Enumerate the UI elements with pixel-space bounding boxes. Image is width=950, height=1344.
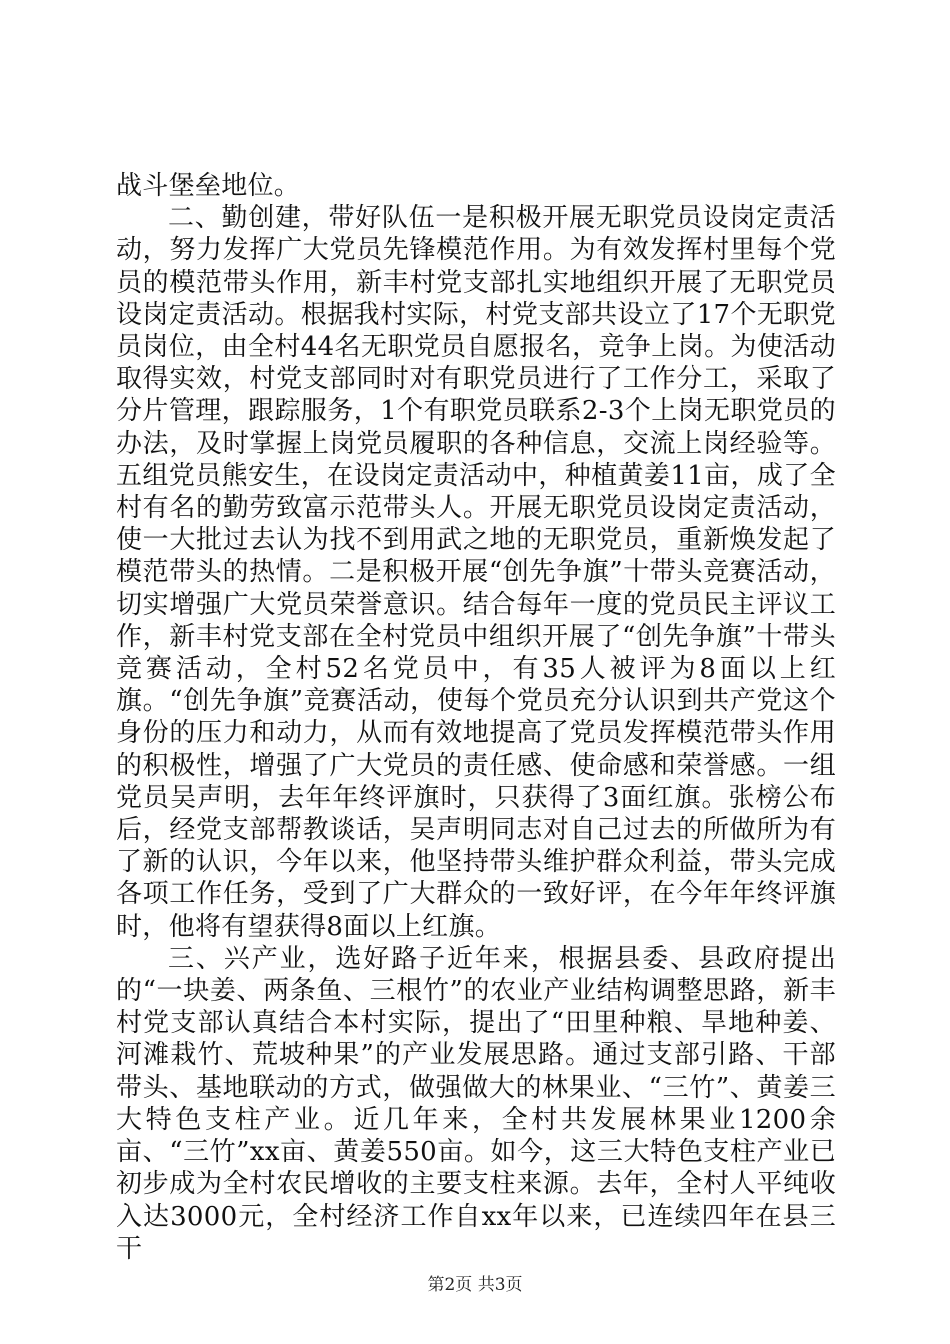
paragraph-2: 二、勤创建，带好队伍一是积极开展无职党员设岗定责活动，努力发挥广大党员先锋模范作用。为有效发挥村里每个党员的模范带头作用，新丰村党支部扎实地组织开展了无职党员设岗定责活动。根据我村实际，村党支部共设立了17个无职党员岗位，由全村44名无职党员自愿报名，竞争上岗。为使活动取得实效，村党支部同时对有职党员进行了工作分工，采取了分片管理，跟踪服务，1个有职党员联系2-3个上岗无职党员的办法，及时掌握上岗党员履职的各种信息，交流上岗经验等。五组党员熊安生，在设岗定责活动中，种植黄姜11亩，成了全村有名的勤劳致富示范带头人。开展无职党员设岗定责活动，使一大批过去认为找不到用武之地的无职党员，重新焕发起了模范带头的热情。二是积极开展“创先争旗”十带头竞赛活动，切实增强广大党员荣誉意识。结合每年一度的党员民主评议工作，新丰村党支部在全村党员中组织开展了“创先争旗”十带头竞赛活动，全村52名党员中，有35人被评为8面以上红旗。“创先争旗”竞赛活动，使每个党员充分认识到共产党这个身份的压力和动力，从而有效地提高了党员发挥模范带头作用的积极性，增强了广大党员的责任感、使命感和荣誉感。一组党员吴声明，去年年终评旗时，只获得了3面红旗。张榜公布后，经党支部帮教谈话，吴声明同志对自己过去的所做所为有了新的认识，今年以来，他坚持带头维护群众利益，带头完成各项工作任务，受到了广大群众的一致好评，在今年年终评旗时，他将有望获得8面以上红旗。 <box>116 203 836 942</box>
page-footer: 第2页 共3页 <box>427 1275 523 1295</box>
paragraph-1: 战斗堡垒地位。 <box>116 171 301 201</box>
paragraph-3: 三、兴产业，选好路子近年来，根据县委、县政府提出的“一块姜、两条鱼、三根竹”的农业产业结构调整思路，新丰村党支部认真结合本村实际，提出了“田里种粮、旱地种姜、河滩栽竹、荒坡种果”的产业发展思路。通过支部引路、干部带头、基地联动的方式，做强做大的林果业、“三竹”、黄姜三大特色支柱产业。近几年来，全村共发展林果业1200余亩、“三竹”xx亩、黄姜550亩。如今，这三大特色支柱产业已初步成为全村农民增收的主要支柱来源。去年，全村人平纯收入达3000元，全村经济工作自xx年以来，已连续四年在县三干 <box>116 943 836 1264</box>
document-body <box>116 170 836 1265</box>
